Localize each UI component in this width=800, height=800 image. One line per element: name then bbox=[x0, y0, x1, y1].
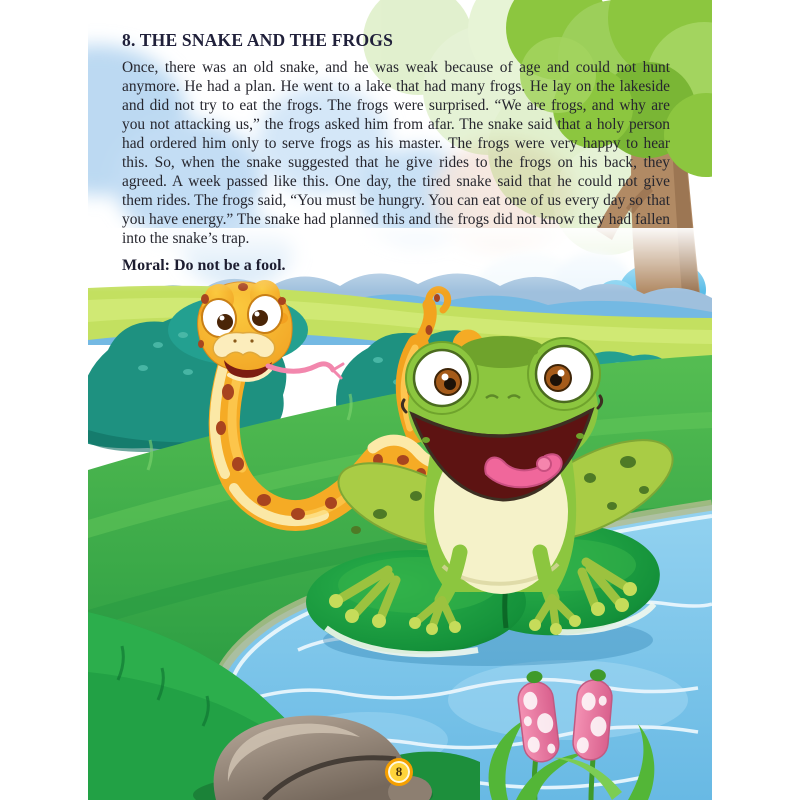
page-number: 8 bbox=[395, 764, 403, 779]
story-text-block bbox=[122, 30, 670, 275]
story-body: Once, there was an old snake, and he was weak because of age and could not hunt anymore. He had a plan. He went to a lake that had many frogs. He lay on the lakeside and did not try to eat the frogs. The frogs were surprised. “We are frogs, and why are you not attacking us,” the frogs asked him from afar. The snake said that a holy person had ordered him only to serve frogs as his master. The frogs were very happy to hear this. So, when the snake suggested that he give rides to the frogs on his back, they agreed. A week passed like this. One day, the tired snake said that he could not give them rides. The frogs said, “You must be hungry. You can eat one of us every day so that you have energy.” The snake had planned this and the frogs did not know they had fallen into the snake’s trap. bbox=[122, 59, 670, 247]
story-title: 8. THE SNAKE AND THE FROGS bbox=[122, 30, 394, 50]
page-number-badge bbox=[385, 758, 413, 786]
story-moral: Moral: Do not be a fool. bbox=[122, 257, 286, 274]
